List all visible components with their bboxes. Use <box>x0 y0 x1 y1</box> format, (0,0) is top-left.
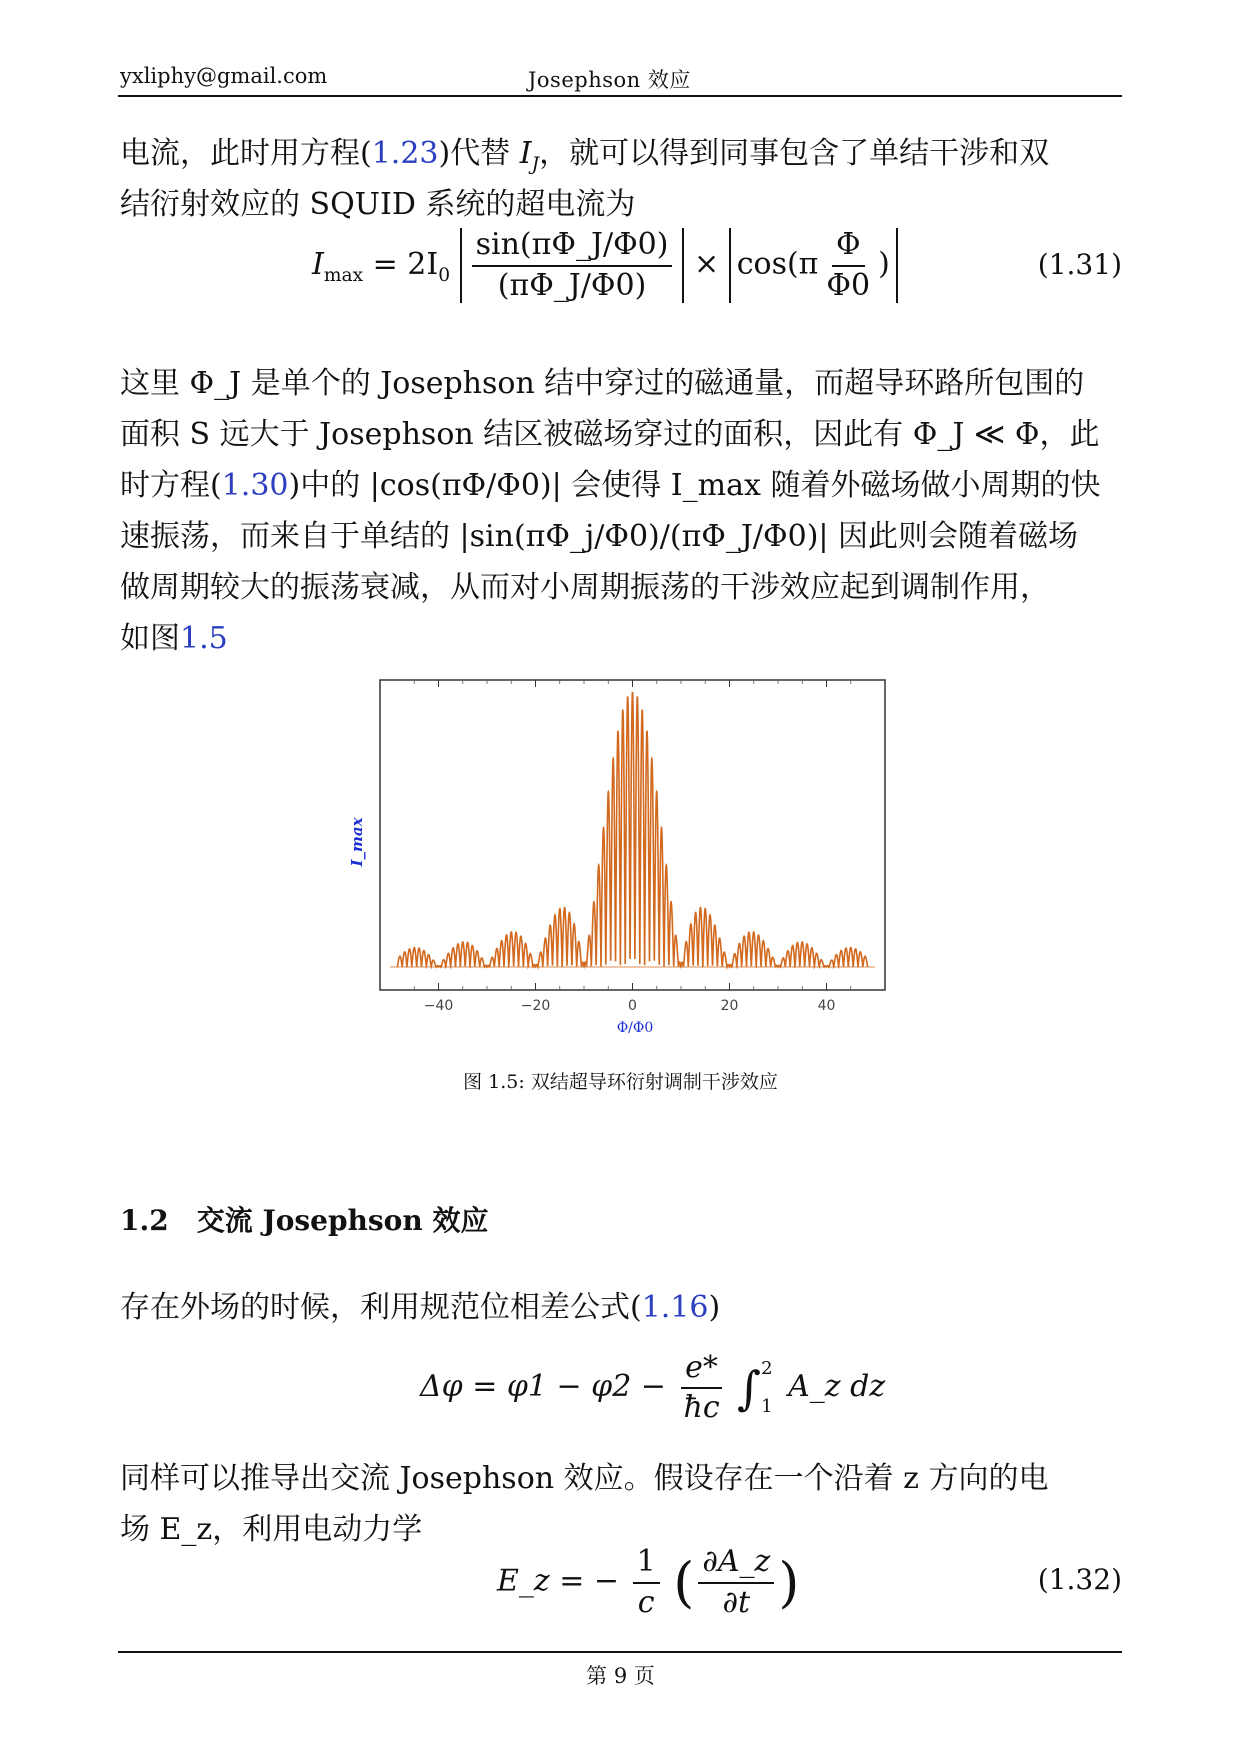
text-span: 电流，此时用方程( <box>120 136 372 171</box>
equation-ref-link[interactable]: 1.30 <box>221 468 289 503</box>
x-axis-label: Φ/Φ0 <box>616 1020 654 1036</box>
paragraph-intro <box>120 128 1122 230</box>
paragraph-explanation <box>120 358 1122 664</box>
footer-rule <box>118 1651 1122 1653</box>
equation-1-31 <box>312 228 898 303</box>
paragraph-line: 同样可以推导出交流 Josephson 效应。假设存在一个沿着 z 方向的电 <box>120 1461 1049 1496</box>
equation-1-32 <box>497 1545 799 1620</box>
paragraph-line: 做周期较大的振荡衰减，从而对小周期振荡的干涉效应起到调制作用， <box>120 570 1050 605</box>
paragraph-line <box>120 1282 1122 1333</box>
eq-lhs: $I_{max}$ <box>312 246 364 286</box>
paragraph-line: 速振荡，而来自于单结的 |sin(πΦ_j/Φ0)/(πΦ_J/Φ0)| 因此则会随着磁场 <box>120 519 1079 554</box>
eq-rhs: A_z dz <box>788 1369 886 1404</box>
eq-denominator: (πΦ_J/Φ0) <box>497 267 647 303</box>
text-span: )中的 |cos(πΦ/Φ0)| 会使得 I_max 随着外磁场做小周期的快 <box>288 468 1101 503</box>
paragraph-gauge <box>120 1282 1122 1333</box>
eq-cos: cos(π <box>736 246 819 282</box>
equation-number: (1.31) <box>1037 248 1122 281</box>
header-rule <box>118 95 1122 97</box>
x-tick-label: 20 <box>720 998 739 1014</box>
eq-abs-sinc <box>460 228 685 303</box>
paragraph-line <box>120 128 1122 179</box>
equation-ref-link[interactable]: 1.16 <box>641 1290 709 1325</box>
eq-upper-limit: 2 <box>761 1358 773 1379</box>
equation-number: (1.32) <box>1037 1563 1122 1596</box>
eq-times: × <box>694 246 720 282</box>
eq-fraction <box>472 228 673 303</box>
eq-abs-cos <box>729 228 898 303</box>
section-title: 交流 Josephson 效应 <box>196 1204 489 1237</box>
symbol-ij: $I_J$ <box>519 136 540 175</box>
eq-fraction <box>698 1545 774 1620</box>
section-number: 1.2 <box>120 1204 169 1237</box>
figure-caption: 图 1.5: 双结超导环衍射调制干涉效应 <box>463 1071 778 1093</box>
eq-numerator: e* <box>681 1351 722 1390</box>
x-tick-label: −40 <box>423 998 454 1014</box>
header-title: Josephson 效应 <box>528 68 691 92</box>
paragraph-line <box>120 613 1122 664</box>
paragraph-line <box>120 460 1122 511</box>
paragraph-line: 场 E_z，利用电动力学 <box>120 1512 423 1547</box>
paragraph-ac <box>120 1453 1122 1555</box>
eq-denominator: ħc <box>683 1390 720 1425</box>
paragraph-line: 这里 Φ_J 是单个的 Josephson 结中穿过的磁通量，而超导环路所包围的 <box>120 366 1085 401</box>
text-span: ) <box>708 1290 721 1325</box>
eq-mid: = $2I_0$ <box>372 246 451 286</box>
eq-denominator: Φ0 <box>826 267 871 303</box>
text-span: )代替 <box>438 136 520 171</box>
eq-denominator: ∂t <box>722 1584 751 1620</box>
equation-phase-difference <box>420 1350 885 1426</box>
eq-numerator: Φ <box>832 228 865 267</box>
eq-paren-open: ( <box>673 1551 695 1614</box>
eq-paren: ) <box>878 246 890 282</box>
paragraph-line: 面积 S 远大于 Josephson 结区被磁场穿过的面积，因此有 Φ_J ≪ Φ，此 <box>120 417 1100 452</box>
equation-ref-link[interactable]: 1.23 <box>371 136 439 171</box>
text-span: 时方程( <box>120 468 222 503</box>
paragraph-line: 结衍射效应的 SQUID 系统的超电流为 <box>120 187 636 222</box>
header-email: yxliphy@gmail.com <box>120 64 328 88</box>
section-heading <box>120 1199 488 1239</box>
x-tick-label: 40 <box>817 998 836 1014</box>
eq-numerator: 1 <box>633 1545 660 1584</box>
eq-limits <box>761 1350 772 1426</box>
text-span: 存在外场的时候，利用规范位相差公式( <box>120 1290 642 1325</box>
text-span: 如图 <box>120 621 180 656</box>
eq-paren-close: ) <box>778 1551 800 1614</box>
x-tick-label: −20 <box>520 998 551 1014</box>
page-number: 第 9 页 <box>586 1664 655 1688</box>
eq-integral: ∫ <box>737 1361 762 1415</box>
eq-numerator: sin(πΦ_J/Φ0) <box>472 228 673 267</box>
eq-fraction <box>633 1545 660 1620</box>
eq-lhs: Δφ = φ1 − φ2 − <box>420 1369 666 1404</box>
eq-fraction <box>680 1351 724 1426</box>
eq-denominator: c <box>637 1584 655 1620</box>
eq-lower-limit: 1 <box>761 1396 773 1417</box>
eq-lhs: E_z = − <box>497 1563 620 1599</box>
figure-ref-link[interactable]: 1.5 <box>180 621 228 656</box>
eq-fraction <box>822 228 874 303</box>
x-tick-label: 0 <box>628 998 637 1014</box>
text-span: ，就可以得到同事包含了单结干涉和双 <box>539 136 1050 171</box>
interference-chart <box>330 670 900 1050</box>
eq-numerator: ∂A_z <box>698 1545 774 1584</box>
x-axis-tick-labels <box>424 998 836 1014</box>
y-axis-label: I_max <box>348 817 366 867</box>
